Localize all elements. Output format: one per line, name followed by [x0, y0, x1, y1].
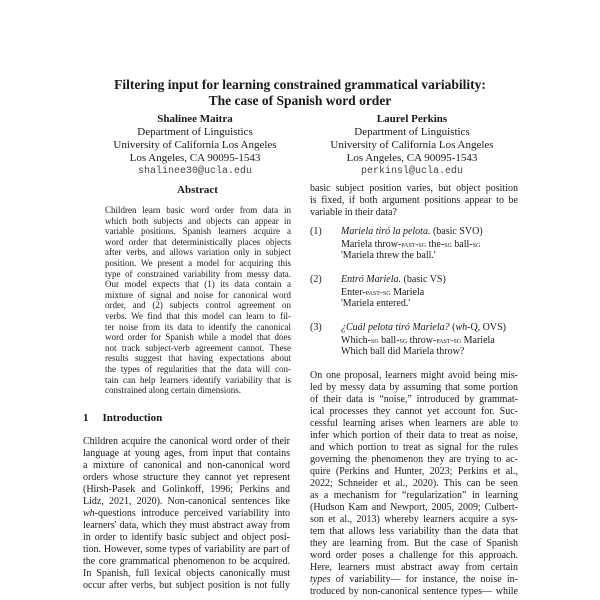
- text-span: 'Mariela threw the ball.': [341, 250, 436, 261]
- text-line: language at young ages, from input that contains: [83, 448, 290, 459]
- text-span: Mariela throw-: [341, 239, 402, 250]
- text-line: 2022; Schneider et al., 2020). This can be seen: [310, 478, 518, 489]
- section-title: Introduction: [102, 412, 163, 424]
- text-span: Mariela: [390, 287, 425, 298]
- example-sentence: [341, 226, 483, 238]
- text-line: and which portion to treat as signal for the rules: [310, 442, 518, 453]
- text-span: Enter-: [341, 287, 366, 298]
- text-line: the types of regularities that the data will con-: [105, 363, 291, 374]
- text-span: -questions introduce perceived variability into: [94, 508, 290, 519]
- author-block-1: [88, 113, 302, 178]
- text-line: basic subject position varies, but object position: [310, 183, 518, 194]
- author-address: Los Angeles, CA 90095-1543: [346, 152, 478, 164]
- text-line: not track subject-verb agreement cannot. These: [105, 342, 291, 353]
- italic-text: types: [310, 574, 331, 585]
- title-line-1: Filtering input for learning constrained grammatical variability:: [114, 77, 486, 92]
- text-line: troduced by non-canonical sentence types— while: [310, 586, 518, 597]
- example-sentence: [341, 274, 446, 286]
- text-span: -Q, OVS): [467, 322, 507, 333]
- gloss-small-caps: sg: [399, 335, 408, 345]
- text-span: Which ball did Mariela throw?: [341, 346, 465, 357]
- example-gloss: [341, 238, 483, 250]
- paper-title: [60, 77, 540, 109]
- example-number: (2): [310, 274, 322, 285]
- text-line: as a mechanism for “regularization” in learning: [310, 490, 518, 501]
- text-span: ball-: [451, 239, 473, 250]
- example-number: (1): [310, 226, 322, 237]
- example-translation: [341, 298, 446, 310]
- example-translation: [341, 346, 506, 358]
- italic-text: wh: [455, 322, 468, 333]
- text-line: variable in their data?: [310, 207, 397, 218]
- introduction-body: [83, 436, 290, 592]
- text-line: the core grammatical phenomenon to be acquired.: [83, 556, 290, 567]
- text-span: throw-: [407, 335, 437, 346]
- example-number: (3): [310, 322, 322, 333]
- author-name: Shalinee Maitra: [157, 113, 233, 125]
- text-span: (basic VS): [401, 274, 446, 285]
- text-line: infer which portion of their data to treat as noise,: [310, 430, 518, 441]
- italic-text: wh: [83, 508, 95, 519]
- right-column-paragraph-1: [310, 183, 518, 219]
- text-line: led by messy data by assuming that some portion: [310, 382, 518, 393]
- text-line: quire (Perkins and Hunter, 2023; Perkins et al.,: [310, 466, 518, 477]
- text-span: ball-: [378, 335, 400, 346]
- italic-text: Entró Mariela.: [341, 274, 401, 285]
- text-line: tion. However, some types of variability are part of: [83, 544, 290, 555]
- italic-text: ¿Cuál pelota tiró Mariela?: [341, 322, 450, 333]
- text-line: learners' data, which they must abstract away from: [83, 520, 290, 531]
- text-line: is fixed, if both argument positions appear to be: [310, 195, 518, 206]
- text-line: Children learn basic word order from data in: [105, 205, 291, 215]
- text-line: son et al., 2013) whereby learners acquire a sys-: [310, 514, 518, 525]
- author-address: Los Angeles, CA 90095-1543: [129, 152, 261, 164]
- text-line: of their data is “noise,” introduced by grammat-: [310, 394, 518, 405]
- text-line: order, and (2) subjects control agreement on: [105, 300, 291, 311]
- example-body: [341, 322, 506, 358]
- author-univ: University of California Los Angeles: [113, 139, 277, 151]
- author-name: Laurel Perkins: [376, 113, 448, 125]
- text-span: Which-: [341, 335, 371, 346]
- gloss-small-caps: past-sg: [401, 239, 427, 249]
- text-span: 'Mariela entered.': [341, 298, 411, 309]
- text-span: Mariela: [461, 335, 495, 346]
- example-body: [341, 274, 446, 310]
- gloss-small-caps: past-sg: [365, 287, 391, 297]
- text-line: ical processes they cannot yet account for. Suc-: [310, 406, 518, 417]
- text-line: a mixture of canonical and non-canonical word: [83, 460, 290, 471]
- text-line: word order that deterministically places objects: [105, 236, 291, 247]
- author-email: shalinee30@ucla.edu: [137, 166, 253, 177]
- text-line: cessful learning arises when learners are able to: [310, 418, 518, 429]
- text-line: position. We present a model for acquiring this: [105, 257, 291, 268]
- abstract-heading: Abstract: [177, 184, 218, 196]
- author-dept: Department of Linguistics: [354, 126, 470, 138]
- text-line: in order to identify basic subject and object posi-: [83, 532, 290, 543]
- text-line: variable positions. Spanish learners acquire a: [105, 226, 291, 237]
- text-line: after verbs, and allows variation only in subject: [105, 247, 291, 258]
- gloss-small-caps: sg: [472, 239, 481, 249]
- title-line-2: The case of Spanish word order: [208, 93, 392, 108]
- text-line: mixture of signal and noise for canonical word: [105, 289, 291, 300]
- author-block-2: [305, 113, 519, 178]
- text-line: [310, 574, 518, 586]
- text-line: which both subjects and objects can appear in: [105, 215, 291, 226]
- text-line: Children acquire the canonical word order of their: [83, 436, 290, 447]
- example-gloss: [341, 286, 446, 298]
- section-heading-introduction: [83, 412, 176, 425]
- author-univ: University of California Los Angeles: [330, 139, 494, 151]
- gloss-small-caps: past-sg: [436, 335, 462, 345]
- section-number: 1: [83, 412, 89, 424]
- example-body: [341, 226, 483, 262]
- example-gloss: [341, 334, 506, 346]
- text-line: results suggest that having expectations about: [105, 353, 291, 364]
- text-line: governing the phenomenon they are trying to ac-: [310, 454, 518, 465]
- text-line: occur after verbs, but subject position is not fully: [83, 580, 290, 591]
- gloss-small-caps: sg: [444, 239, 452, 249]
- text-line: Here, learners must abstract away from certain: [310, 562, 518, 573]
- text-line: In Spanish, full lexical objects canonically must: [83, 568, 290, 579]
- text-line: tain can help learners identify variability that is: [105, 374, 291, 385]
- text-line: Our model expects that (1) its data contain a: [105, 279, 291, 290]
- text-line: verbs. We find that this model can learn to fil-: [105, 310, 291, 321]
- text-line: On one proposal, learners might avoid being mis-: [310, 370, 518, 381]
- text-line: orders whose structure they cannot yet represent: [83, 472, 290, 483]
- text-span: the-: [426, 239, 445, 250]
- text-line: constrained along certain dimensions.: [105, 385, 241, 396]
- text-line: ter noise from its data to identify the canonical: [105, 321, 291, 332]
- text-span: of variability— for instance, the noise in-: [330, 574, 518, 585]
- text-span: (basic SVO): [430, 226, 483, 237]
- abstract-body: [105, 205, 291, 396]
- text-line: (Hirsh-Pasek and Golinkoff, 1996; Perkins and: [83, 484, 290, 495]
- italic-text: Mariela tiró la pelota.: [341, 226, 431, 237]
- right-column-paragraph-2: [310, 370, 518, 598]
- author-email: perkinsl@ucla.edu: [360, 166, 464, 177]
- text-span: (: [449, 322, 456, 333]
- text-line: they are learning from. But the case of Spanish: [310, 538, 518, 549]
- text-line: (Hudson Kam and Newport, 2005, 2009; Culbert-: [310, 502, 518, 513]
- gloss-small-caps: sg: [371, 335, 379, 345]
- text-line: word order poses a challenge for this approach.: [310, 550, 518, 561]
- example-sentence: [341, 322, 506, 334]
- text-line: type of constrained variability from messy data.: [105, 268, 291, 279]
- text-line: [83, 508, 290, 520]
- text-line: word order for Spanish while a model that does: [105, 332, 291, 343]
- text-line: tem that allows less variability than the data that: [310, 526, 518, 537]
- text-line: Lidz, 2021, 2020). Non-canonical sentences like: [83, 496, 290, 507]
- author-dept: Department of Linguistics: [137, 126, 253, 138]
- example-translation: [341, 250, 483, 262]
